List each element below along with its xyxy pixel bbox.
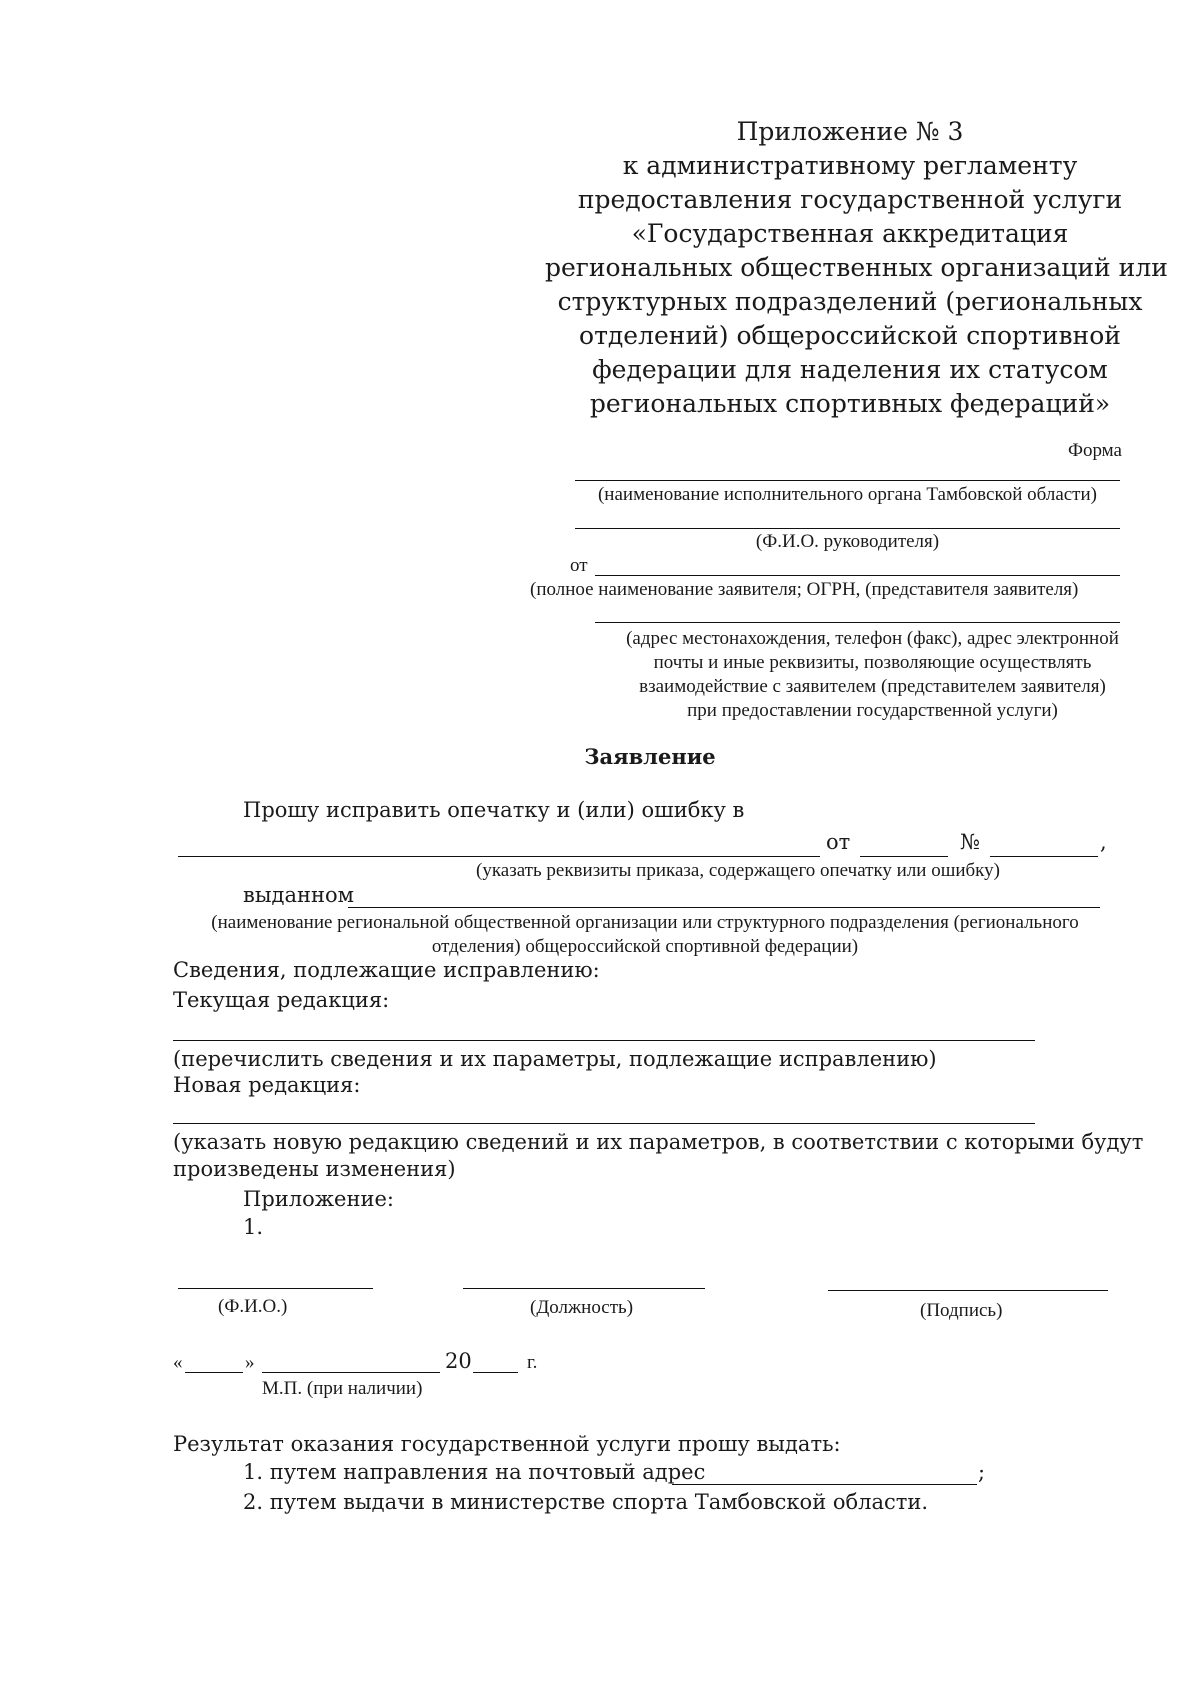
head-name-caption: (Ф.И.О. руководителя)	[755, 531, 940, 552]
form-label: Форма	[1067, 440, 1122, 461]
postal-address-line[interactable]	[672, 1484, 977, 1485]
order-number-line[interactable]	[990, 856, 1098, 857]
date-close-quote: »	[245, 1352, 255, 1373]
header-line: «Государственная аккредитация	[631, 219, 1069, 248]
from-label: от	[570, 555, 588, 576]
year-suffix: г.	[527, 1352, 538, 1373]
fio-signature-line[interactable]	[178, 1288, 373, 1289]
stamp-caption: М.П. (при наличии)	[262, 1378, 423, 1399]
header-line: к административному регламенту	[622, 151, 1078, 180]
header-line: отделений) общероссийской спортивной	[579, 321, 1121, 350]
address-caption	[600, 627, 1145, 723]
header-line: региональных общественных организаций или	[545, 253, 1168, 282]
from-word: от	[826, 830, 851, 854]
applicant-caption: (полное наименование заявителя; ОГРН, (представителя заявителя)	[530, 579, 1079, 600]
date-day-line[interactable]	[185, 1372, 243, 1373]
organization-caption-1: (наименование региональной общественной организации или структурного подразделения (регионального	[211, 912, 1079, 933]
header-line: предоставления государственной услуги	[577, 185, 1123, 214]
order-caption: (указать реквизиты приказа, содержащего опечатку или ошибку)	[476, 860, 1000, 881]
organization-line[interactable]	[348, 907, 1100, 908]
order-details-line[interactable]	[178, 856, 820, 857]
new-text-line[interactable]	[173, 1123, 1035, 1124]
date-open-quote: «	[173, 1352, 183, 1373]
signature-line[interactable]	[828, 1290, 1108, 1291]
info-label: Сведения, подлежащие исправлению:	[173, 958, 600, 982]
header-line: Приложение № 3	[736, 117, 964, 146]
attachment-item: 1.	[243, 1215, 264, 1239]
result-option-2: 2. путем выдачи в министерстве спорта Тамбовской области.	[243, 1490, 929, 1514]
current-caption: (перечислить сведения и их параметры, подлежащие исправлению)	[173, 1047, 937, 1071]
date-month-line[interactable]	[262, 1372, 440, 1373]
result-option-1: 1. путем направления на почтовый адрес	[243, 1460, 706, 1484]
header-line: федерации для наделения их статусом	[592, 355, 1108, 384]
result-heading: Результат оказания государственной услуги прошу выдать:	[173, 1432, 841, 1456]
result-option-1-end: ;	[978, 1460, 986, 1484]
order-date-line[interactable]	[860, 856, 948, 857]
position-caption: (Должность)	[530, 1297, 634, 1318]
fio-caption: (Ф.И.О.)	[218, 1296, 288, 1317]
address-line[interactable]	[595, 622, 1120, 623]
applicant-line[interactable]	[595, 575, 1120, 576]
current-label: Текущая редакция:	[173, 988, 390, 1012]
new-caption-1: (указать новую редакцию сведений и их параметров, в соответствии с которыми будут	[173, 1130, 1144, 1154]
position-line[interactable]	[463, 1288, 705, 1289]
document-title: Заявление	[584, 744, 716, 769]
header-line: региональных спортивных федераций»	[589, 389, 1111, 418]
attachment-label: Приложение:	[243, 1187, 394, 1211]
date-year-line[interactable]	[473, 1372, 518, 1373]
head-name-line[interactable]	[575, 528, 1120, 529]
new-caption-2: произведены изменения)	[173, 1157, 456, 1181]
address-caption-line: (адрес местонахождения, телефон (факс), адрес электронной	[626, 628, 1119, 649]
address-caption-line: почты и иные реквизиты, позволяющие осуществлять	[653, 652, 1092, 673]
current-text-line[interactable]	[173, 1040, 1035, 1041]
organization-caption-2: отделения) общероссийской спортивной федерации)	[431, 936, 859, 957]
year-prefix: 20	[445, 1349, 472, 1373]
issued-label: выданном	[243, 883, 354, 907]
regulation-header	[545, 115, 1168, 421]
new-label: Новая редакция:	[173, 1073, 361, 1097]
signature-caption: (Подпись)	[920, 1300, 1003, 1321]
address-caption-line: при предоставлении государственной услуги)	[687, 700, 1058, 721]
comma: ,	[1100, 830, 1107, 854]
header-line: структурных подразделений (региональных	[557, 287, 1143, 316]
number-sign: №	[960, 830, 980, 854]
address-caption-line: взаимодействие с заявителем (представителем заявителя)	[639, 676, 1106, 697]
organ-name-caption: (наименование исполнительного органа Тамбовской области)	[597, 484, 1097, 505]
organ-name-line[interactable]	[575, 480, 1120, 481]
request-text: Прошу исправить опечатку и (или) ошибку в	[243, 798, 745, 822]
